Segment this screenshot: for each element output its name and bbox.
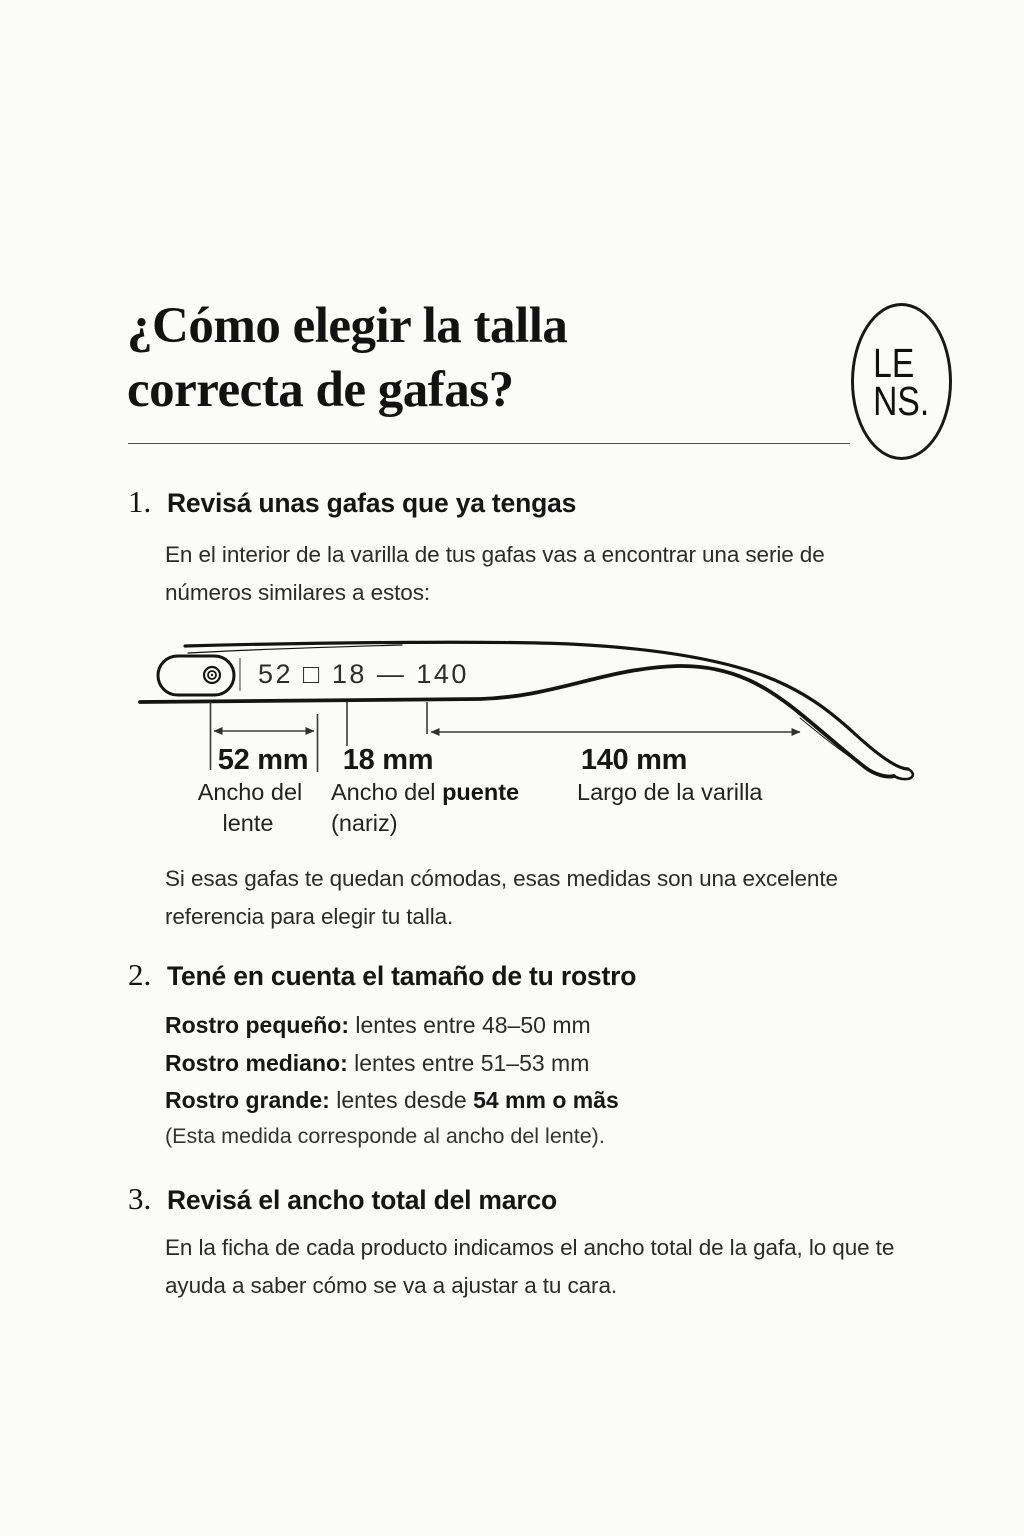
face-size-item-small (165, 1007, 619, 1045)
brand-logo-line2: NS. (873, 377, 930, 424)
measurement-labels (198, 744, 764, 836)
face-size-item-small-text: lentes entre 48–50 mm (349, 1012, 591, 1038)
section-2-number: 2. (128, 957, 152, 992)
face-size-note: (Esta medida corresponde al ancho del lente). (165, 1124, 605, 1148)
temple-tip-cap (894, 769, 913, 779)
section-1-body: En el interior de la varilla de tus gafas vas a encontrar una serie de números similares a estos: (165, 542, 825, 605)
face-size-item-medium-text: lentes entre 51–53 mm (347, 1049, 590, 1076)
section-3-body: En la ficha de cada producto indicamos el ancho total de la gafa, lo que te ayuda a saber cómo se va a ajustar a tu cara. (165, 1235, 895, 1298)
face-size-item-medium-label: Rostro mediano: (165, 1049, 348, 1076)
section-3-number: 3. (128, 1181, 152, 1216)
page-title-line1: ¿Cómo elegir la talla (127, 298, 568, 354)
face-size-item-large-label: Rostro grande: (165, 1087, 330, 1113)
face-size-item-large (165, 1082, 619, 1120)
lens-width-label-line1: Ancho del (197, 779, 303, 805)
section-1-number: 1. (128, 484, 152, 519)
temple-length-label: Largo de la varilla (577, 779, 763, 805)
section-3-title: Revisá el ancho total del marco (167, 1185, 557, 1215)
bridge-label-regular-part: Ancho del (331, 779, 443, 805)
page-title-line2: correcta de gafas? (127, 362, 514, 418)
face-size-item-medium (165, 1045, 619, 1083)
brand-logo-line1: LE (873, 339, 915, 386)
temple-length-value: 140 mm (580, 744, 688, 776)
face-size-item-small-label: Rostro pequeño: (165, 1012, 349, 1038)
brand-logo (851, 303, 952, 460)
section-3-heading (128, 1181, 557, 1217)
glasses-temple-diagram (100, 620, 930, 855)
section-1-after-note: Si esas gafas te quedan cómodas, esas medidas son una excelente referencia para elegir tu talla. (165, 866, 838, 929)
bridge-label-bold-part: puente (442, 779, 520, 805)
hinge-endpiece-outline (158, 656, 234, 695)
face-size-item-large-bold-tail: 54 mm o mãs (473, 1087, 619, 1113)
bridge-width-value: 18 mm (342, 744, 434, 776)
bridge-width-label-line2: (nariz) (331, 810, 398, 836)
section-1-heading (128, 484, 576, 520)
title-divider (128, 443, 850, 444)
lens-width-value: 52 mm (217, 744, 309, 776)
brand-logo-text (873, 339, 930, 424)
section-2-title: Tené en cuenta el tamaño de tu rostro (167, 961, 637, 991)
hinge-screw-icon (204, 667, 220, 683)
temple-engraving-text: 52 □ 18 — 140 (258, 659, 469, 689)
bridge-width-label-line1 (331, 779, 519, 805)
section-2-heading (128, 957, 636, 993)
section-1-title: Revisá unas gafas que ya tengas (167, 488, 577, 518)
page-title (127, 294, 567, 422)
lens-width-label-line2: lente (222, 810, 274, 836)
face-size-item-large-text: lentes desde (329, 1087, 474, 1113)
face-size-list (165, 1007, 619, 1120)
